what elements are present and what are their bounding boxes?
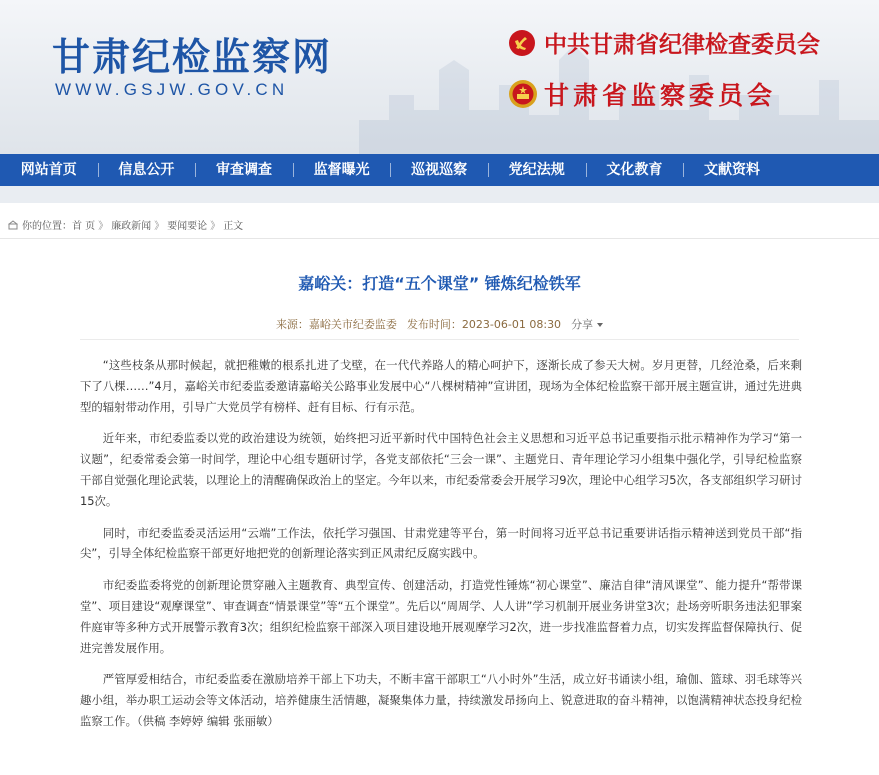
share-label: 分享 bbox=[571, 318, 594, 331]
party-emblem-icon bbox=[508, 29, 536, 57]
nav-item-party-regulations[interactable]: 党纪法规 bbox=[488, 154, 586, 186]
article-date: 发布时间：2023-06-01 08:30 bbox=[406, 318, 562, 331]
nav-item-home[interactable]: 网站首页 bbox=[20, 162, 77, 178]
breadcrumb-prefix: 你的位置： bbox=[22, 221, 72, 232]
breadcrumb-separator: 》 bbox=[210, 221, 221, 232]
site-header bbox=[0, 0, 879, 154]
org-primary bbox=[508, 26, 820, 59]
breadcrumb-headlines[interactable]: 要闻要论 bbox=[167, 221, 208, 232]
nav-item-documents[interactable]: 文献资料 bbox=[683, 154, 781, 186]
org-secondary bbox=[508, 76, 776, 112]
breadcrumb-current: 正文 bbox=[223, 221, 244, 232]
article-paragraph: 严管厚爱相结合，市纪委监委在激励培养干部上下功夫，不断丰富干部职工“八小时外”生活，成立好书诵读小组，瑜伽、篮球、羽毛球等兴趣小组，举办职工运动会等文体活动，培养健康生活情趣，凝聚集体力量，持续激发昂扬向上、锐意进取的奋斗精神，以饱满精神状态投身纪检监察工作。（供稿 李婷婷 编辑 张丽敏） bbox=[80, 672, 802, 728]
share-button[interactable] bbox=[571, 318, 603, 331]
nav-item-investigation[interactable]: 审查调查 bbox=[195, 154, 293, 186]
article-source: 来源：嘉峪关市纪委监委 bbox=[275, 318, 397, 331]
org-primary-name: 中共甘肃省纪律检查委员会 bbox=[544, 32, 820, 58]
site-logo-title[interactable]: 甘肃纪检监察网 bbox=[52, 34, 333, 79]
article-body bbox=[80, 355, 802, 743]
main-nav bbox=[0, 154, 879, 186]
article-paragraph: 近年来，市纪委监委以党的政治建设为统领，始终把习近平新时代中国特色社会主义思想和习近平总书记重要指示批示精神作为学习“第一议题”，纪委常委会第一时间学，理论中心组专题研讨学，各党支部依托“三会一课”、主题党日、青年理论学习小组集中强化学，引导纪检监察干部自觉强化理论武装，以理论上的清醒确保政治上的坚定。今年以来，市纪委常委会开展学习9次，理论中心组学习5次，各支部组织学习研讨15次。 bbox=[80, 431, 802, 508]
org-secondary-name: 甘肃省监察委员会 bbox=[544, 81, 777, 110]
nav-item-supervision-exposure[interactable]: 监督曝光 bbox=[293, 154, 391, 186]
nav-item-inspection[interactable]: 巡视巡察 bbox=[390, 154, 488, 186]
meta-divider bbox=[80, 339, 799, 340]
content-panel bbox=[0, 203, 879, 775]
article-paragraph: “这些枝条从那时候起，就把稚嫩的根系扎进了戈壁，在一代代养路人的精心呵护下，逐渐长成了参天大树。岁月更替，几经沧桑，后来剩下了八棵……”4月，嘉峪关市纪委监委邀请嘉峪关公路事业发展中心“八棵树精神”宣讲团，现场为全体纪检监察干部开展主题宣讲，通过先进典型的辐射带动作用，引导广大党员学有榜样、赶有目标、行有示范。 bbox=[80, 358, 802, 414]
breadcrumb-home[interactable]: 首 页 bbox=[72, 221, 96, 232]
breadcrumb-separator: 》 bbox=[98, 221, 109, 232]
location-icon bbox=[8, 220, 18, 230]
article-paragraph: 市纪委监委将党的创新理论贯穿融入主题教育、典型宣传、创建活动，打造党性锤炼“初心课堂”、廉洁自律“清风课堂”、能力提升“帮带课堂”、项目建设“观摩课堂”、审查调查“情景课堂”等“五个课堂”。先后以“周周学、人人讲”学习机制开展业务讲堂3次；赴场旁听职务违法犯罪案件庭审等多种方式开展警示教育3次；组织纪检监察干部深入项目建设地开展观摩学习2次，进一步找准监督着力点，切实发挥监督保障执行、促进完善发展作用。 bbox=[80, 578, 802, 655]
nav-item-info-disclosure[interactable]: 信息公开 bbox=[98, 154, 196, 186]
article-meta bbox=[0, 316, 879, 332]
article-title: 嘉峪关：打造“五个课堂” 锤炼纪检铁军 bbox=[298, 274, 581, 293]
breadcrumb bbox=[8, 217, 243, 232]
nav-item-culture-education[interactable]: 文化教育 bbox=[586, 154, 684, 186]
breadcrumb-divider bbox=[0, 238, 879, 239]
chevron-down-icon bbox=[597, 323, 603, 327]
breadcrumb-news[interactable]: 廉政新闻 bbox=[111, 221, 152, 232]
site-url: WWW.GSJW.GOV.CN bbox=[55, 80, 289, 99]
breadcrumb-separator: 》 bbox=[154, 221, 165, 232]
national-emblem-icon bbox=[508, 79, 538, 109]
article-paragraph: 同时，市纪委监委灵活运用“云端”工作法，依托学习强国、甘肃党建等平台，第一时间将习近平总书记重要讲话指示精神送到党员干部“指尖”，引导全体纪检监察干部更好地把党的创新理论落实到正风肃纪反腐实践中。 bbox=[80, 525, 802, 561]
